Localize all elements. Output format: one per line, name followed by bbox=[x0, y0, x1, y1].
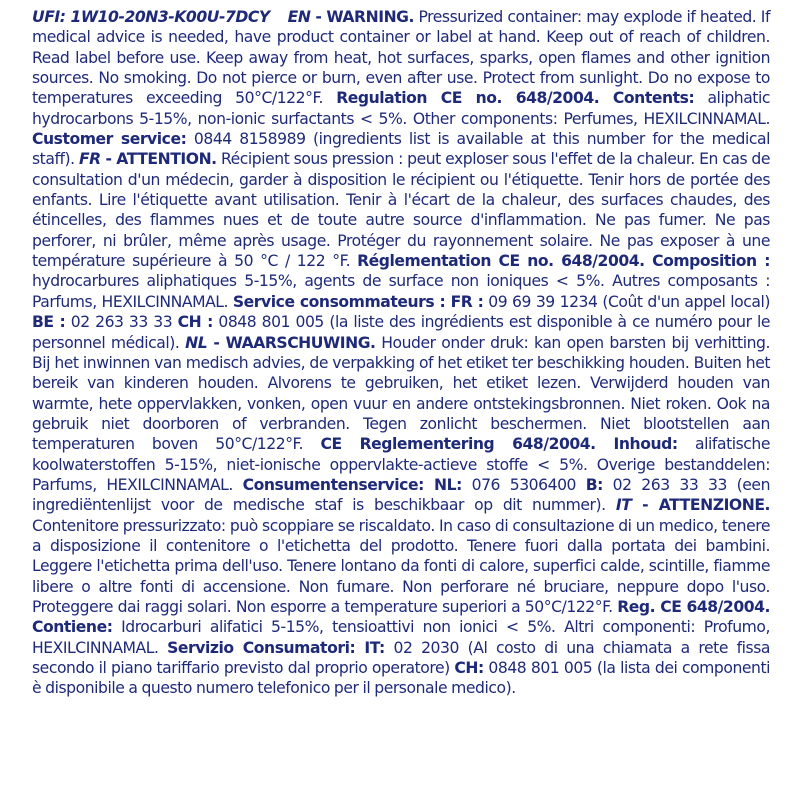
label-body-text: aliphatic hydrocarbons 5-15%, non-ionic surfactants < 5%. Other components: Perfumes, HEXILCINNAMAL. bbox=[32, 89, 770, 128]
label-heading-text: - ATTENZIONE. bbox=[631, 496, 771, 515]
label-heading-text: EN bbox=[287, 8, 311, 26]
label-body-text: 0844 8158989 (ingredients list is available at this number for the medical staff). bbox=[32, 130, 770, 169]
label-body-text: Récipient sous pression : peut exploser sous l'effet de la chaleur. En cas de consultation d'un médecin, garder à disposition le récipient ou l'étiquette. Tenir hors de portée des enfants. Lire l'étiquette avant utilisation. Tenir à l'écart de la chaleur, des surfaces chaudes, des étincelles, des flammes nues et de toute autre source d'inflammation. Ne pas fumer. Ne pas perforer, ni brûler, même après usage. Protéger du rayonnement solaire. Ne pas exposer à une température supérieure à 50 °C / 122 °F. bbox=[32, 150, 771, 271]
label-heading-text: UFI: 1W10-20N3-K00U-7DCY bbox=[32, 8, 270, 26]
label-heading-text: Réglementation CE no. 648/2004. Composition : bbox=[357, 252, 770, 271]
label-heading-text: FR bbox=[78, 150, 101, 169]
label-body-text: 02 263 33 33 bbox=[65, 313, 178, 332]
label-heading-text: Servizio Consumatori: IT: bbox=[167, 638, 385, 657]
label-heading-text: - ATTENTION. bbox=[100, 150, 217, 169]
label-heading-text: IT bbox=[615, 496, 632, 515]
label-body-text: Contenitore pressurizzato: può scoppiare se riscaldato. In caso di consultazione di un medico, tenere a disposizione il contenitore o l'etichetta del prodotto. Tenere fuori dalla portata dei bambini. Leggere l'etichetta prima dell'uso. Tenere lontano da fonti di calore, superfici calde, scintille, fiamme libere o altre fonti di accensione. Non fumare. Non perforare né bruciare, neppure dopo l'uso. Proteggere dai raggi solari. Non esporre a temperature superiori a 50°C/122°F. bbox=[32, 516, 770, 616]
label-heading-text: Consumentenservice: NL: bbox=[242, 475, 462, 494]
label-body-text: Houder onder druk: kan open barsten bij verhitting. Bij het inwinnen van medisch advies, de verpakking of het etiket ter beschikking houden. Buiten het bereik van kinderen houden. Alvorens te gebruiken, het etiket lezen. Verwijderd houden van warmte, hete oppervlakken, vonken, open vuur en andere ontstekingsbronnen. Niet roken. Ook na gebruik niet doorboren of verbranden. Tegen zonlicht beschermen. Niet blootstellen aan temperaturen boven 50°C/122°F. bbox=[32, 333, 770, 454]
label-heading-text: NL bbox=[185, 333, 208, 352]
label-body-text: 0848 801 005 (la liste des ingrédients est disponible à ce numéro pour le personnel médical). bbox=[32, 313, 771, 352]
label-heading-text: - WAARSCHUWING. bbox=[207, 333, 376, 352]
label-body-text: Pressurized container: may explode if heated. If medical advice is needed, have product container or label at hand. Keep out of reach of children. Read label before use. Keep away from heat, hot surfaces, sparks, open flames and other ignition sources. No smoking. Do not pierce or burn, even after use. Protect from sunlight. Do no expose to temperatures exceeding 50°C/122°F. bbox=[32, 8, 770, 108]
label-body-text: Idrocarburi alifatici 5-15%, tensioattivi non ionici < 5%. Altri componenti: Profumo, HEXILCINNAMAL. bbox=[32, 618, 770, 657]
label-body-text: 076 5306400 bbox=[461, 475, 586, 494]
label-body-text: 02 263 33 33 (een ingrediëntenlijst voor de medische staf is beschikbaar op dit nummer). bbox=[32, 475, 771, 515]
label-heading-text: B: bbox=[585, 475, 603, 494]
label-body-text: alifatische koolwaterstoffen 5-15%, niet-ionische oppervlakte-actieve stoffe < 5%. Overige bestanddelen: Parfums, HEXILCINNAMAL. bbox=[32, 435, 770, 494]
label-heading-text: CH: bbox=[454, 659, 484, 677]
label-body-text bbox=[270, 8, 288, 26]
label-heading-text: CE Reglementering 648/2004. Inhoud: bbox=[320, 435, 678, 454]
label-body-text: 09 69 39 1234 (Coût d'un appel local) bbox=[483, 292, 770, 311]
label-body-text: hydrocarbures aliphatiques 5-15%, agents de surface non ioniques < 5%. Autres composants : Parfums, HEXILCINNAMAL. bbox=[32, 272, 770, 311]
label-heading-text: Reg. CE 648/2004. Contiene: bbox=[32, 597, 771, 637]
label-heading-text: Customer service: bbox=[32, 130, 187, 149]
label-heading-text: Regulation CE no. 648/2004. Contents: bbox=[336, 89, 695, 108]
label-heading-text: CH : bbox=[177, 313, 213, 332]
label-heading-text: - WARNING. bbox=[310, 8, 414, 26]
label-body-text: 0848 801 005 (la lista dei componenti è disponibile a questo numero telefonico per il personale medico). bbox=[32, 659, 770, 698]
label-heading-text: BE : bbox=[32, 313, 66, 332]
label-heading-text: Service consommateurs : FR : bbox=[232, 292, 484, 311]
label-body-text: 02 2030 (Al costo di una chiamata a rete fissa secondo il piano tariffario previsto dal proprio operatore) bbox=[32, 638, 770, 677]
